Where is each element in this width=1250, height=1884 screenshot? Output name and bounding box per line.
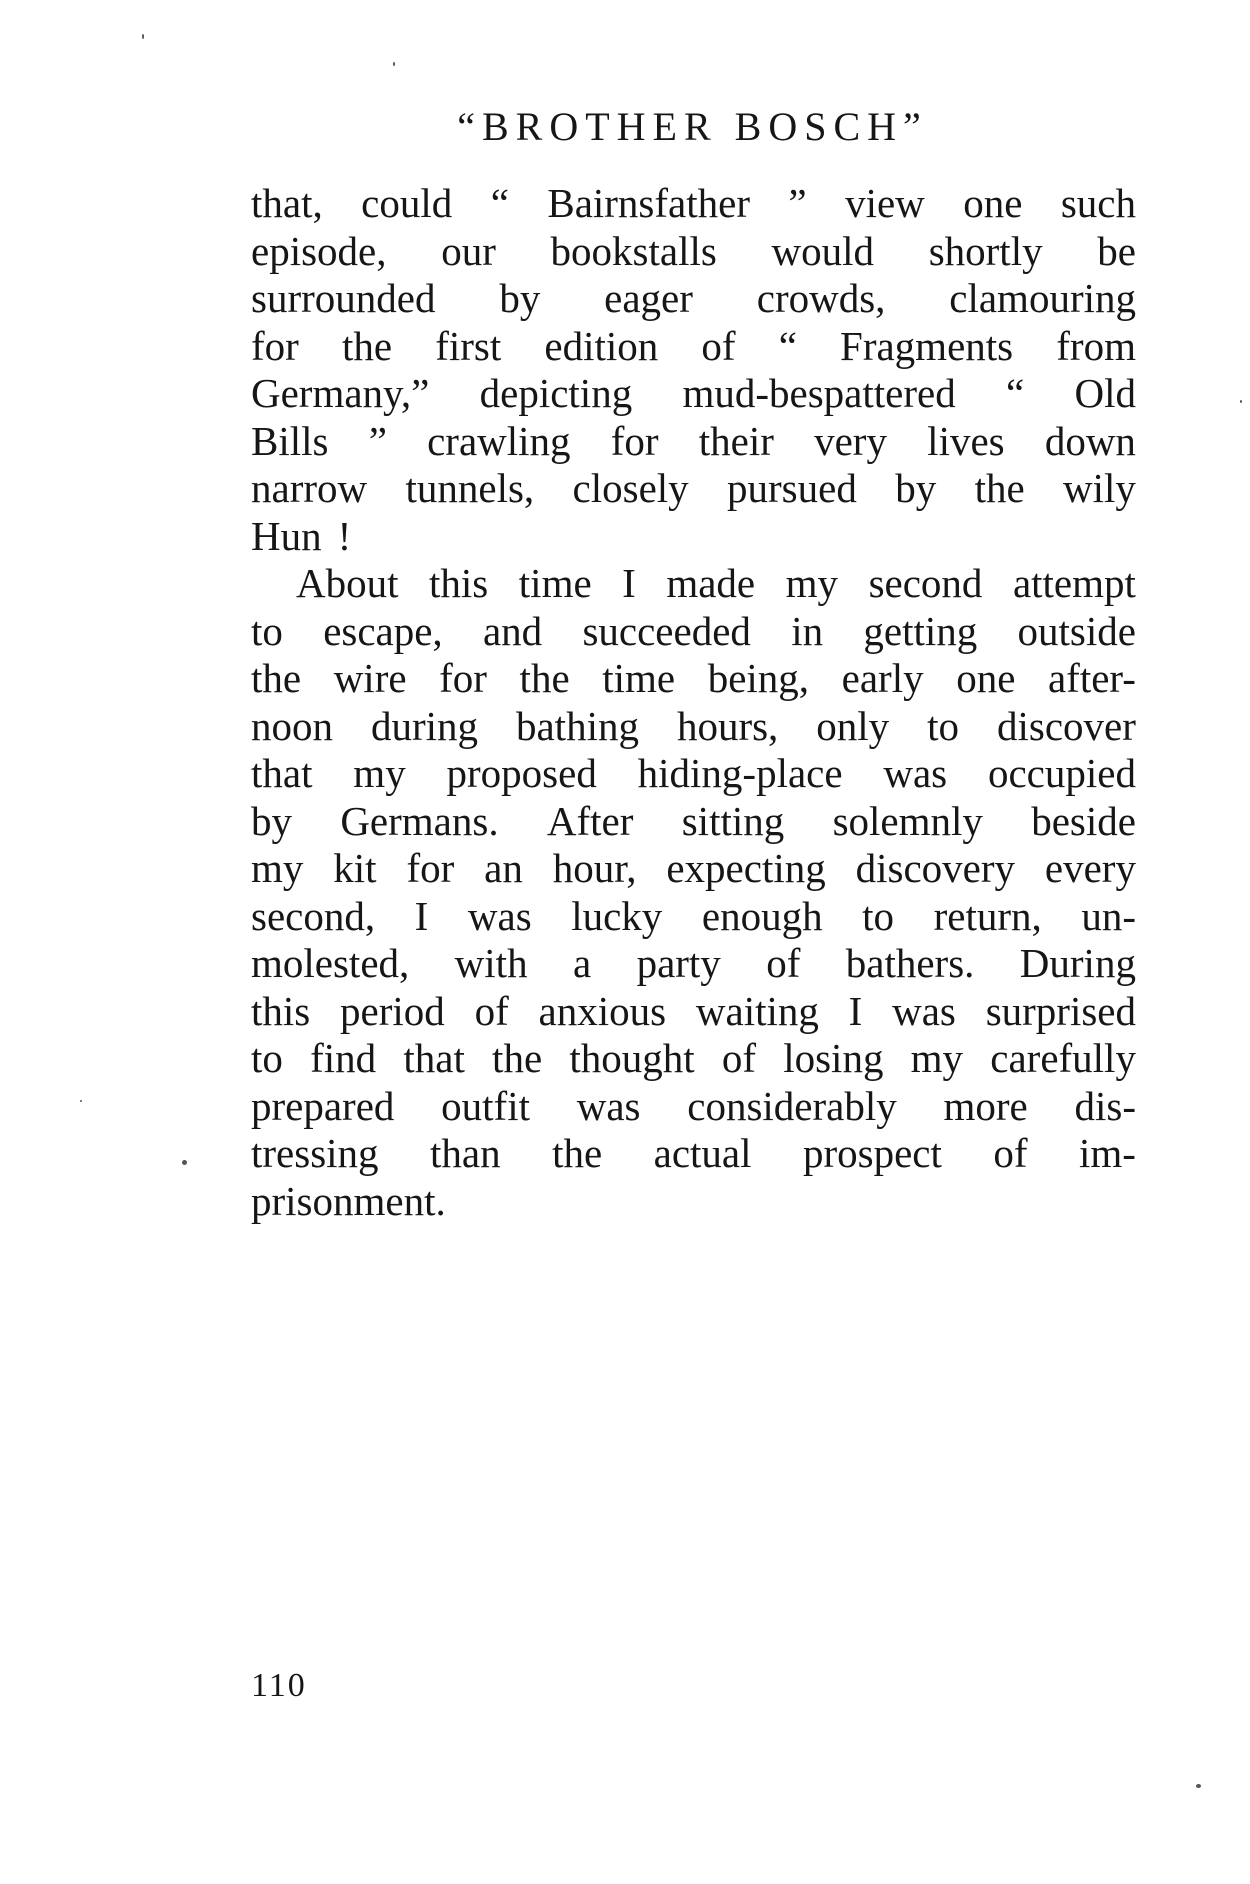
text-line: prisonment. [251,1177,446,1224]
print-speck [1240,400,1242,403]
text-line: surrounded by eager crowds, clamouring [251,275,1136,321]
text-line: episode, our bookstalls would shortly be [251,227,1136,274]
text-line: that my proposed hiding-place was occupied [251,750,1136,796]
text-line: my kit for an hour, expecting discovery every [251,845,1136,891]
text-line: narrow tunnels, closely pursued by the wily [251,465,1136,511]
text-line: to find that the thought of losing my carefully [251,1035,1136,1081]
page-number: 110 [251,1667,307,1704]
text-line: by Germans. After sitting solemnly beside [251,797,1136,844]
text-line: molested, with a party of bathers. During [251,940,1136,986]
print-speck [393,62,395,66]
text-line: Hun ! [251,512,352,559]
text-line: About this time I made my second attempt [296,560,1136,606]
text-line: Germany,” depicting mud-bespattered “ Old [251,370,1136,416]
text-line: noon during bathing hours, only to discover [251,702,1136,749]
print-speck [142,34,144,39]
print-speck [1196,1784,1201,1788]
print-speck [80,1100,82,1102]
text-line: to escape, and succeeded in getting outside [251,607,1136,654]
text-line: tressing than the actual prospect of im- [251,1130,1136,1176]
text-line: for the first edition of “ Fragments from [251,322,1136,369]
text-line: prepared outfit was considerably more dis- [251,1082,1136,1129]
print-speck [182,1160,187,1165]
text-line: this period of anxious waiting I was surprised [251,987,1136,1034]
text-line: the wire for the time being, early one after- [251,655,1136,701]
text-line: that, could “ Bairnsfather ” view one such [251,180,1136,226]
body-text [251,180,1136,1225]
text-line: Bills ” crawling for their very lives down [251,417,1136,464]
text-line: second, I was lucky enough to return, un- [251,892,1136,939]
running-head: “BROTHER BOSCH” [457,104,928,149]
